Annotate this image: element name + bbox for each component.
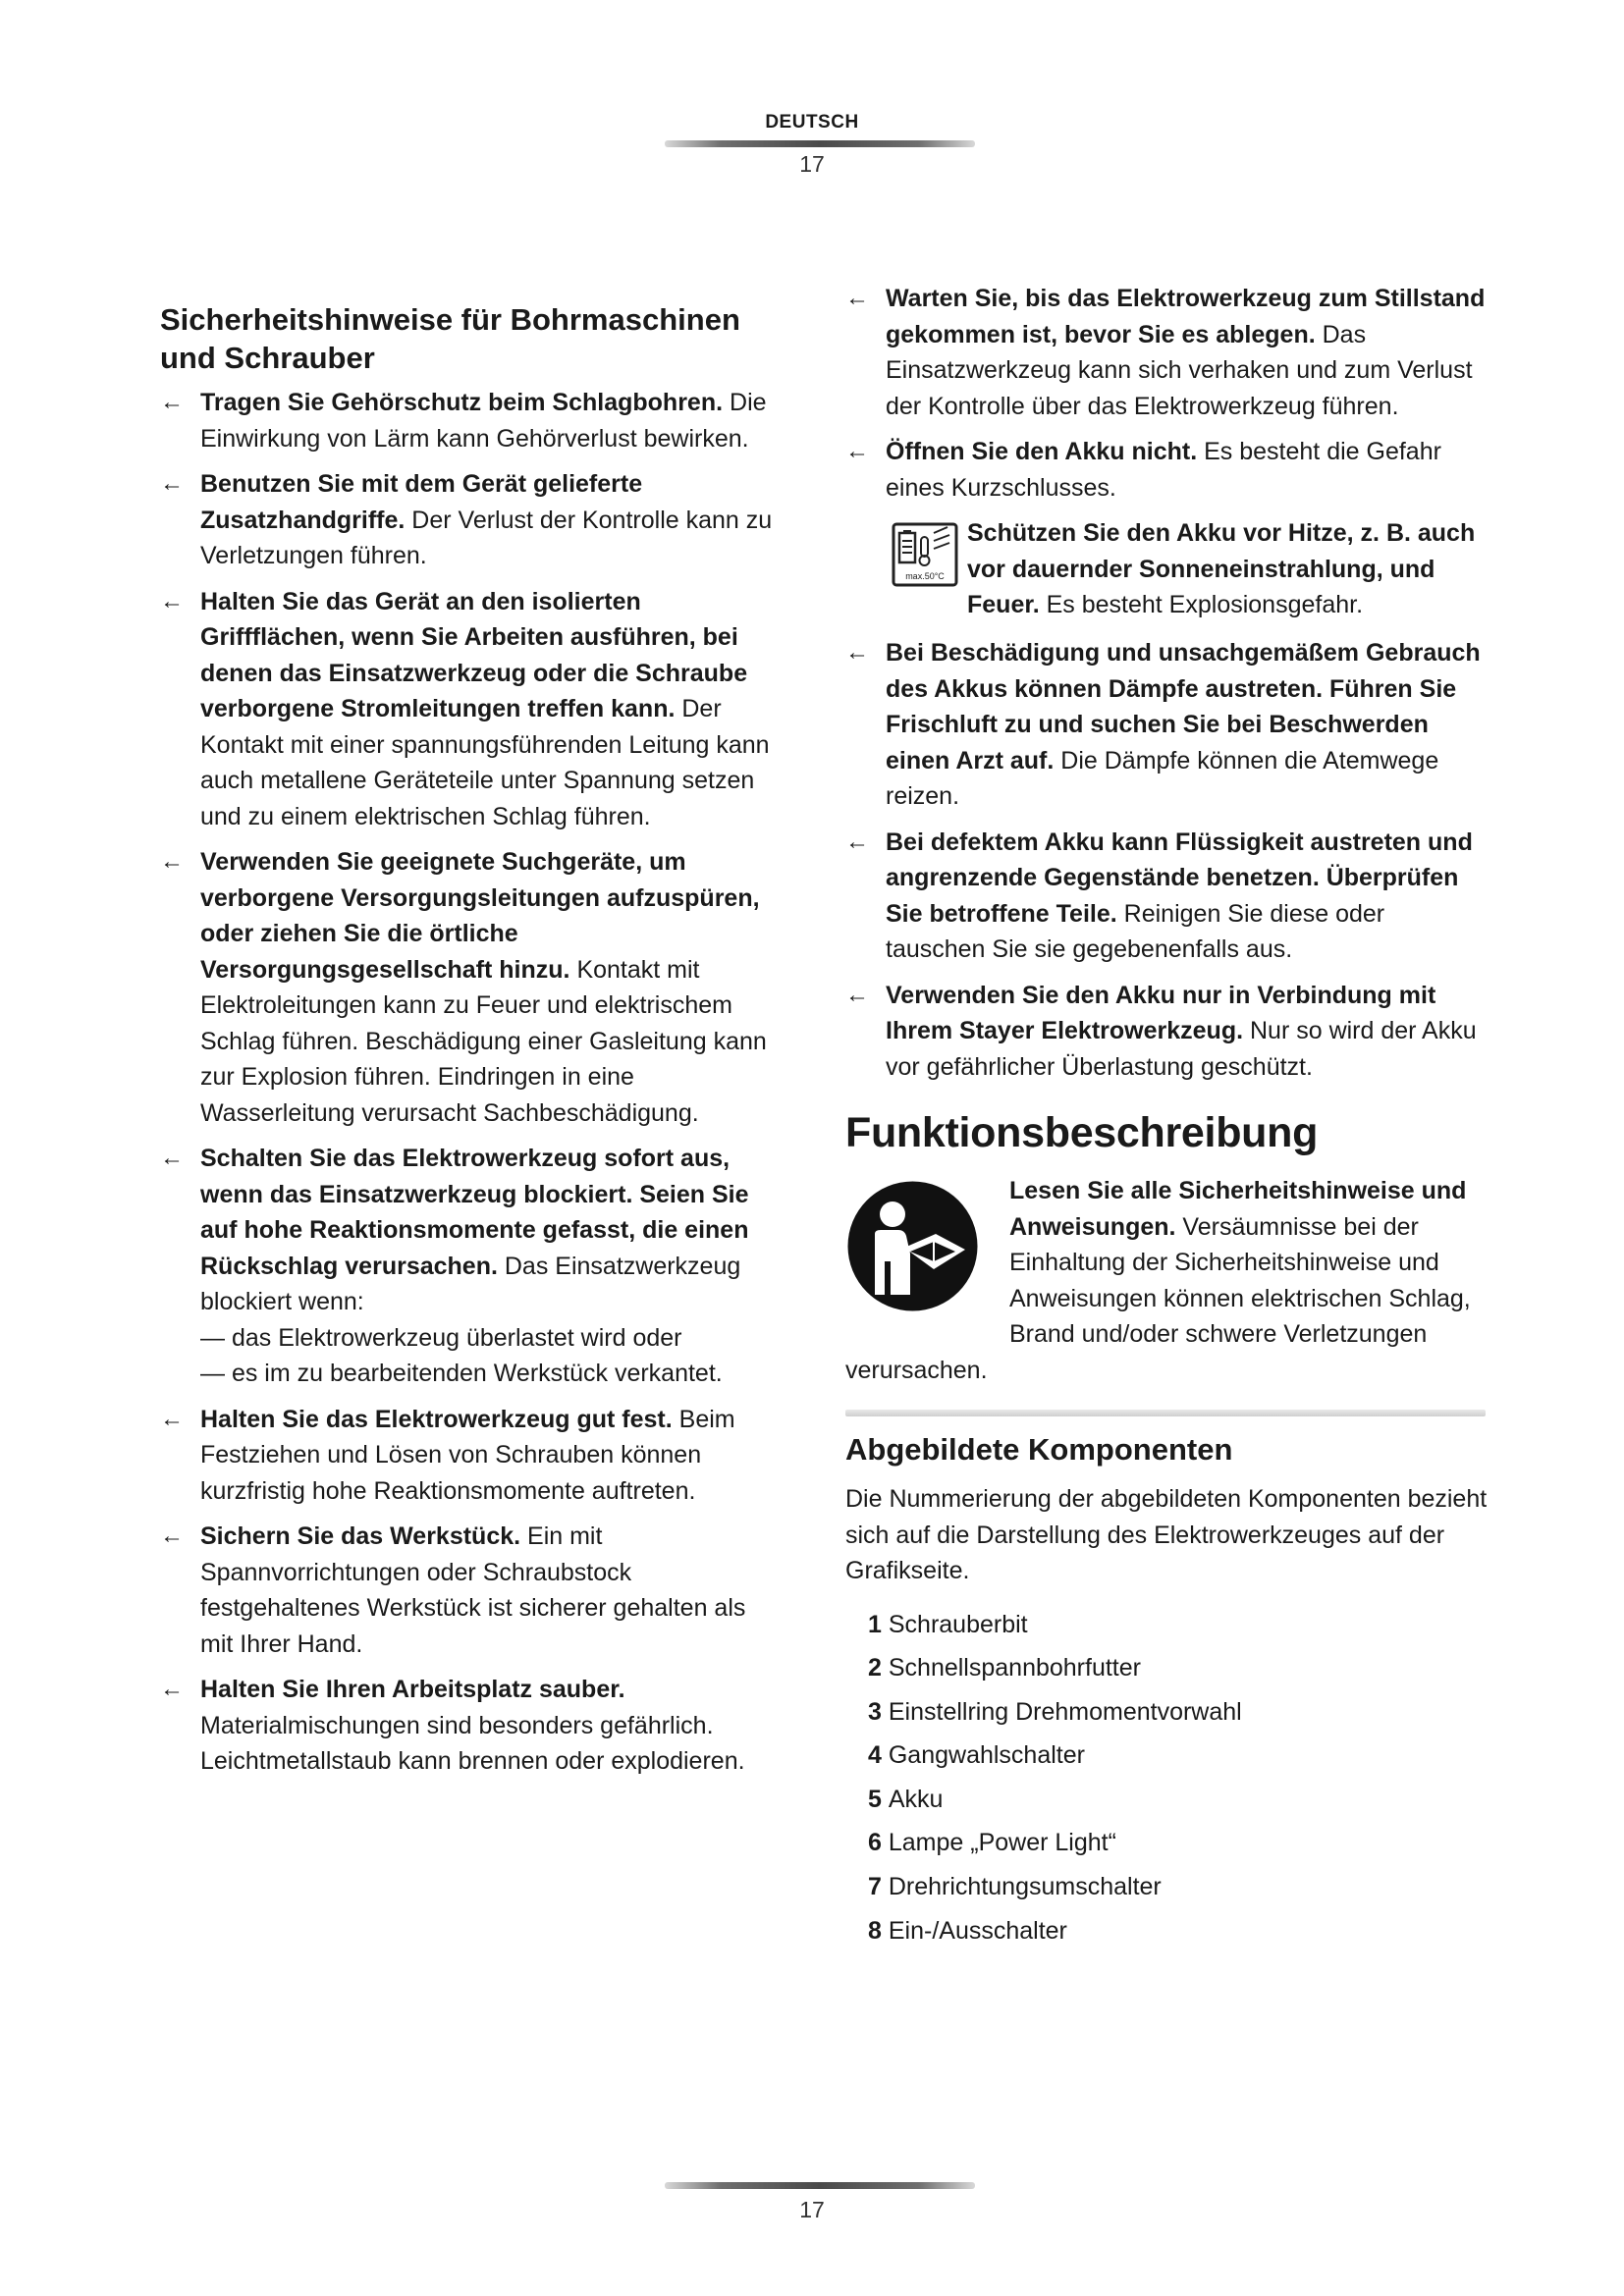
component-number: 3 — [868, 1697, 882, 1726]
component-item — [868, 1734, 1489, 1778]
arrow-bullet-icon: ← — [160, 848, 184, 875]
language-label: DEUTSCH — [765, 112, 859, 133]
page-number-bottom: 17 — [799, 2197, 825, 2222]
left-column — [160, 300, 781, 1789]
safety-item — [160, 466, 781, 574]
safety-item-lead: Halten Sie das Gerät an den isolierten Griffflächen, wenn Sie Arbeiten ausführen, bei denen das Einsatzwerkzeug oder die Schraube verborgene Stromleitungen treffen kann. — [200, 587, 748, 722]
safety-item — [845, 978, 1489, 1086]
arrow-bullet-icon: ← — [845, 828, 869, 855]
component-number: 6 — [868, 1829, 882, 1857]
component-label: Schrauberbit — [888, 1610, 1028, 1638]
arrow-bullet-icon: ← — [845, 639, 869, 666]
component-item — [868, 1865, 1489, 1909]
safety-section-title: Sicherheitshinweise für Bohrmaschinen und Schrauber — [160, 302, 740, 375]
read-notice-body: Versäumnisse bei der Einhaltung der Sicherheitshinweise und Anweisungen können elektrischen Schlag, Brand und/oder schwere Verletzungen verursachen. — [845, 1212, 1471, 1384]
safety-item-body: Die Einwirkung von Lärm kann Gehörverlust bewirken. — [200, 389, 767, 453]
component-number: 1 — [868, 1610, 882, 1638]
safety-item-sub: — es im zu bearbeitenden Werkstück verkantet. — [200, 1360, 723, 1387]
safety-item-lead: Bei Beschädigung und unsachgemäßem Gebrauch des Akkus können Dämpfe austreten. Führen Sie Frischluft zu und suchen Sie bei Beschwerden einen Arzt auf. — [886, 639, 1481, 774]
safety-item — [845, 434, 1489, 506]
component-number: 8 — [868, 1916, 882, 1945]
component-item — [868, 1909, 1489, 1953]
safety-item-lead: Sichern Sie das Werkstück. — [200, 1522, 521, 1550]
safety-item-lead: Benutzen Sie mit dem Gerät gelieferte Zusatzhandgriffe. — [200, 470, 643, 534]
safety-item-lead: Warten Sie, bis das Elektrowerkzeug zum Stillstand gekommen ist, bevor Sie es ablegen. — [886, 285, 1486, 348]
arrow-bullet-icon: ← — [160, 587, 184, 614]
component-item — [868, 1646, 1489, 1690]
safety-item-lead: Halten Sie das Elektrowerkzeug gut fest. — [200, 1405, 673, 1433]
safety-item-body: Das Einsatzwerkzeug blockiert wenn: — [200, 1252, 741, 1315]
heat-warning — [845, 515, 1489, 623]
safety-item — [160, 1519, 781, 1662]
battery-heat-icon — [891, 521, 959, 588]
components-intro: Die Nummerierung der abgebildeten Komponenten bezieht sich auf die Darstellung des Elektrowerkzeuges auf der Grafikseite. — [845, 1485, 1488, 1584]
arrow-bullet-icon: ← — [160, 1145, 184, 1171]
component-label: Gangwahlschalter — [888, 1741, 1085, 1770]
safety-item-body: Nur so wird der Akku vor gefährlicher Überlastung geschützt. — [886, 1017, 1477, 1081]
safety-item — [845, 281, 1489, 424]
read-notice-lead: Lesen Sie alle Sicherheitshinweise und Anweisungen. — [1009, 1177, 1467, 1241]
component-item — [868, 1821, 1489, 1865]
safety-item — [160, 1141, 781, 1392]
safety-item-lead: Halten Sie Ihren Arbeitsplatz sauber. — [200, 1676, 625, 1703]
heat-warning-body: Es besteht Explosionsgefahr. — [1046, 591, 1364, 618]
page-number-top: 17 — [799, 151, 825, 177]
component-number: 4 — [868, 1741, 882, 1770]
safety-item-body: Das Einsatzwerkzeug kann sich verhaken und zum Verlust der Kontrolle über das Elektrowerkzeug führen. — [886, 320, 1473, 420]
safety-item-lead: Verwenden Sie geeignete Suchgeräte, um verborgene Versorgungsleitungen aufzuspüren, oder ziehen Sie die örtliche Versorgungsgesellschaft hinzu. — [200, 848, 760, 984]
safety-item — [160, 1672, 781, 1780]
safety-item-lead: Bei defektem Akku kann Flüssigkeit austreten und angrenzende Gegenstände benetzen. Überprüfen Sie betroffene Teile. — [886, 828, 1473, 928]
safety-item-body: Der Kontakt mit einer spannungsführenden Leitung kann auch metallene Geräteteile unter Spannung setzen und zu einem elektrischen Schlag führen. — [200, 695, 770, 830]
safety-item-body: Ein mit Spannvorrichtungen oder Schraubstock festgehaltenes Werkstück ist sicherer gehalten als mit Ihrer Hand. — [200, 1522, 746, 1658]
safety-item-body: Die Dämpfe können die Atemwege reizen. — [886, 746, 1439, 810]
read-manual-icon — [845, 1179, 980, 1313]
battery-heat-icon-text: max.50°C — [905, 571, 945, 581]
safety-item-body: Materialmischungen sind besonders gefährlich. Leichtmetallstaub kann brennen oder explodieren. — [200, 1711, 745, 1775]
safety-item — [845, 825, 1489, 968]
safety-item-body: Beim Festziehen und Lösen von Schrauben können kurzfristig hohe Reaktionsmomente auftreten. — [200, 1405, 735, 1505]
header-rule — [665, 140, 975, 147]
safety-item — [160, 844, 781, 1131]
safety-item-body: Es besteht die Gefahr eines Kurzschlusses. — [886, 438, 1441, 502]
safety-item — [160, 385, 781, 456]
safety-item — [845, 635, 1489, 815]
component-number: 2 — [868, 1654, 882, 1682]
components-list — [845, 1603, 1489, 1953]
arrow-bullet-icon: ← — [845, 285, 869, 311]
arrow-bullet-icon: ← — [845, 438, 869, 464]
safety-item-lead: Verwenden Sie den Akku nur in Verbindung mit Ihrem Stayer Elektrowerkzeug. — [886, 981, 1436, 1044]
section-divider — [845, 1410, 1486, 1416]
safety-item-lead: Tragen Sie Gehörschutz beim Schlagbohren. — [200, 389, 724, 416]
safety-item — [160, 584, 781, 835]
arrow-bullet-icon: ← — [845, 981, 869, 1008]
function-section-title: Funktionsbeschreibung — [845, 1109, 1319, 1156]
component-label: Akku — [888, 1785, 944, 1813]
arrow-bullet-icon: ← — [160, 1676, 184, 1702]
read-manual-notice — [845, 1173, 1489, 1388]
heat-warning-lead: Schützen Sie den Akku vor Hitze, z. B. auch vor dauernder Sonneneinstrahlung, und Feuer. — [967, 519, 1476, 618]
safety-item-body: Der Verlust der Kontrolle kann zu Verletzungen führen. — [200, 506, 773, 569]
arrow-bullet-icon: ← — [160, 1405, 184, 1432]
safety-item-lead: Öffnen Sie den Akku nicht. — [886, 438, 1198, 465]
component-label: Drehrichtungsumschalter — [888, 1873, 1162, 1901]
component-number: 7 — [868, 1873, 882, 1901]
components-section-title: Abgebildete Komponenten — [845, 1432, 1233, 1467]
component-label: Ein-/Ausschalter — [888, 1916, 1067, 1945]
component-item — [868, 1690, 1489, 1735]
safety-item-lead: Schalten Sie das Elektrowerkzeug sofort aus, wenn das Einsatzwerkzeug blockiert. Seien Sie auf hohe Reaktionsmomente gefasst, die einen Rückschlag verursachen. — [200, 1145, 749, 1280]
component-label: Lampe „Power Light“ — [888, 1829, 1116, 1857]
right-column — [845, 281, 1489, 1952]
component-number: 5 — [868, 1785, 882, 1813]
component-item — [868, 1778, 1489, 1822]
safety-item-body: Reinigen Sie diese oder tauschen Sie sie gegebenenfalls aus. — [886, 899, 1385, 963]
safety-item-body: Kontakt mit Elektroleitungen kann zu Feuer und elektrischem Schlag führen. Beschädigung einer Gasleitung kann zur Explosion führen. Eindringen in eine Wasserleitung verursacht Sachbeschädigung. — [200, 955, 767, 1127]
safety-item — [160, 1402, 781, 1510]
arrow-bullet-icon: ← — [160, 389, 184, 415]
arrow-bullet-icon: ← — [160, 470, 184, 497]
component-label: Schnellspannbohrfutter — [888, 1654, 1141, 1682]
component-label: Einstellring Drehmomentvorwahl — [888, 1697, 1242, 1726]
component-item — [868, 1603, 1489, 1647]
arrow-bullet-icon: ← — [160, 1522, 184, 1549]
footer-rule — [665, 2182, 975, 2189]
safety-item-sub: — das Elektrowerkzeug überlastet wird oder — [200, 1323, 682, 1352]
